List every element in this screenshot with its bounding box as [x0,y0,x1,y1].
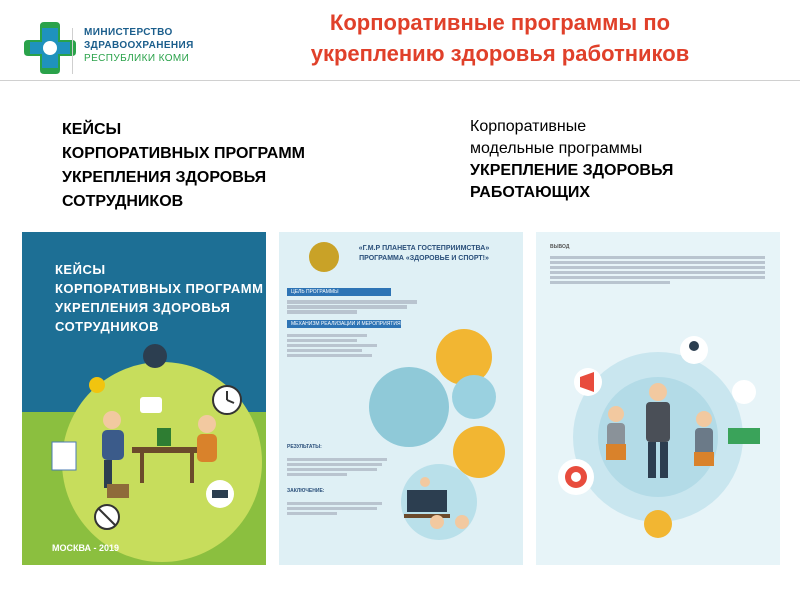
cover-title-line-1: КЕЙСЫ [55,262,106,277]
left-heading-line-1: КЕЙСЫ [62,121,122,138]
cover-title-line-4: СОТРУДНИКОВ [55,319,159,334]
program-poster [279,232,523,565]
mechanism-bar: МЕХАНИЗМ РЕАЛИЗАЦИИ И МЕРОПРИЯТИЯ [287,320,401,328]
right-heading-line-2: модельные программы [470,140,643,157]
goal-bar: ЦЕЛЬ ПРОГРАММЫ [287,288,391,296]
right-heading-line-4: РАБОТАЮЩИХ [470,184,591,201]
logo-divider [72,28,73,74]
ministry-name [84,26,194,65]
conclusion-heading: ВЫВОД [550,244,570,250]
cover-footer: МОСКВА - 2019 [52,543,120,553]
cover-title-line-3: УКРЕПЛЕНИЯ ЗДОРОВЬЯ [55,300,231,315]
model-program-poster [536,232,780,565]
right-heading-line-1: Корпоративные [470,118,587,135]
ministry-logo-icon [20,18,80,78]
office-illustration [22,232,266,565]
results-label: РЕЗУЛЬТАТЫ: [287,444,322,450]
right-heading-line-3: УКРЕПЛЕНИЕ ЗДОРОВЬЯ [470,162,674,179]
poster-header-line-2: ПРОГРАММА «ЗДОРОВЬЕ И СПОРТ!» [359,255,489,262]
business-people-illustration [536,232,780,565]
cover-title-line-2: КОРПОРАТИВНЫХ ПРОГРАММ [55,281,264,296]
left-heading-line-2: КОРПОРАТИВНЫХ ПРОГРАММ [62,145,305,162]
ministry-line-2: ЗДРАВООХРАНЕНИЯ [84,40,194,51]
book-cover-cases [22,232,266,565]
left-heading [62,118,392,214]
slide-title [240,7,760,69]
header-divider [0,80,800,81]
results-text [287,456,427,478]
left-heading-line-3: УКРЕПЛЕНИЯ ЗДОРОВЬЯ [62,169,267,186]
slide-title-line-1: Корпоративные программы по [329,10,671,35]
left-heading-line-4: СОТРУДНИКОВ [62,193,184,210]
ministry-line-3: РЕСПУБЛИКИ КОМИ [84,53,190,64]
right-heading [470,116,770,204]
slide-title-line-2: укреплению здоровья работников [310,41,690,66]
poster-header-line-1: «Г.М.Р ПЛАНЕТА ГОСТЕПРИИМСТВА» [358,245,490,252]
conclusion-label: ЗАКЛЮЧЕНИЕ: [287,488,325,494]
conclusion-text [287,500,427,517]
ministry-line-1: МИНИСТЕРСТВО [84,27,173,38]
